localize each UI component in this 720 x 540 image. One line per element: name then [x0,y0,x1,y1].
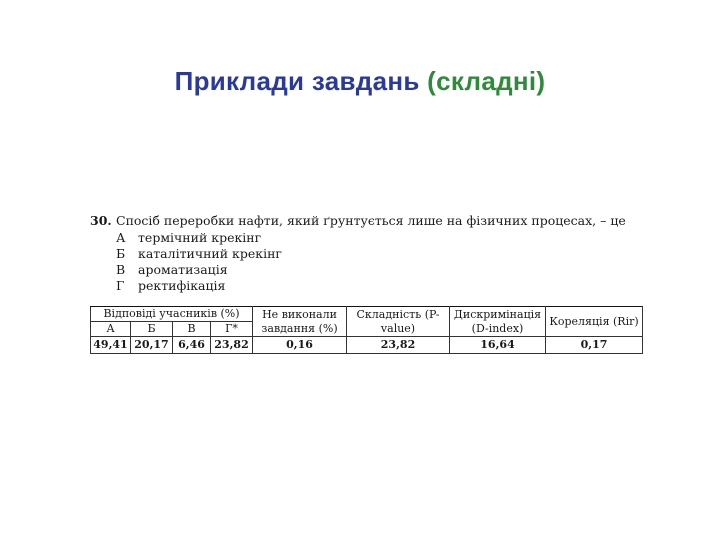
difficulty-header: Складність (P-value) [347,307,450,337]
answer-letter-b: Б [131,322,173,337]
answer-option-b [90,245,642,261]
title-main: Приклади завдань [174,66,420,96]
answer-option-g [90,277,642,293]
answer-value-b: 20,17 [131,337,173,354]
not-done-header: Не виконали завдання (%) [253,307,347,337]
answer-value-v: 6,46 [173,337,211,354]
option-text: термічний крекінг [138,229,262,245]
discrimination-value: 16,64 [450,337,546,354]
title-accent: (складні) [427,66,546,96]
option-text: каталітичний крекінг [138,245,282,261]
answer-option-v [90,261,642,277]
option-letter: В [116,261,126,277]
option-letter: Г [116,277,125,293]
answer-option-a [90,229,642,245]
option-text: ароматизація [138,261,228,277]
answer-letter-a: А [91,322,131,337]
correlation-value: 0,17 [546,337,643,354]
option-letter: А [116,229,126,245]
not-done-value: 0,16 [253,337,347,354]
question-stem-line [90,211,642,229]
correlation-header: Кореляція (Rir) [546,307,643,337]
question-number: 30. [90,212,112,228]
option-text: ректифікація [138,277,226,293]
option-letter: Б [116,245,126,261]
difficulty-value: 23,82 [347,337,450,354]
test-question [90,211,642,293]
slide-title [0,66,720,97]
discrimination-header: Дискримінація (D-index) [450,307,546,337]
answers-header: Відповіді учасників (%) [91,307,253,322]
answer-value-g: 23,82 [211,337,253,354]
answer-letter-v: В [173,322,211,337]
answer-value-a: 49,41 [91,337,131,354]
question-stem: Спосіб переробки нафти, який ґрунтується лише на фізичних процесах, – це [116,212,626,228]
item-statistics-table [90,306,643,354]
answer-letter-g: Г* [211,322,253,337]
